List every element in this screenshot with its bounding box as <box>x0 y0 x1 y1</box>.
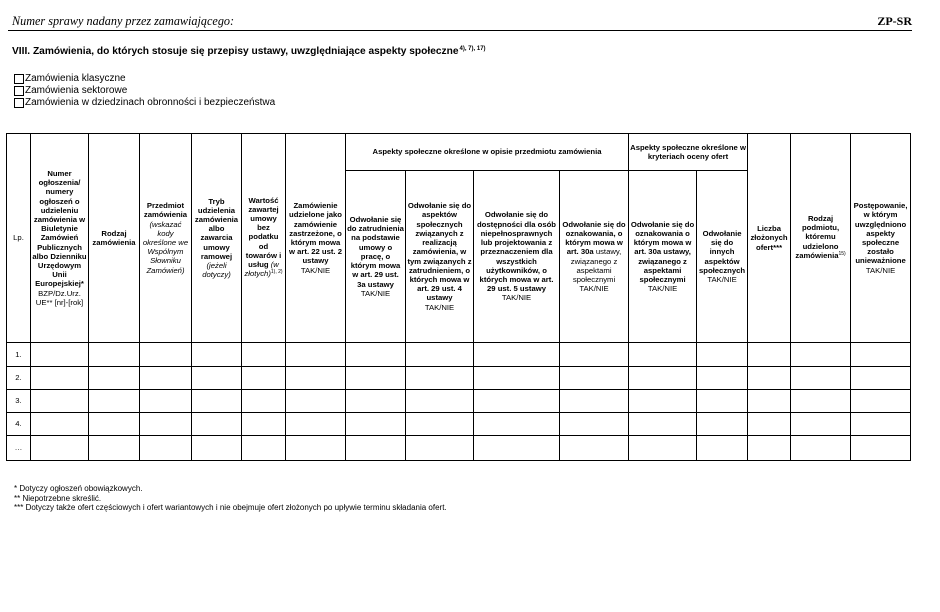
group-description-header <box>346 134 629 171</box>
cell-social-aspects <box>406 343 474 367</box>
cell-labelling-description <box>560 390 629 413</box>
cell-employment <box>346 390 406 413</box>
cell-accessibility <box>474 390 560 413</box>
row-number: 2. <box>7 367 31 390</box>
table-row <box>7 343 911 367</box>
cell-reserved <box>286 436 346 461</box>
cell-offers <box>748 413 791 436</box>
col-employment-answer: TAK/NIE <box>360 288 391 298</box>
col-labelling-criteria-answer: TAK/NIE <box>647 284 678 294</box>
cell-procedure <box>192 390 242 413</box>
col-value-hint: (w złotych) <box>244 260 279 279</box>
cell-other-aspects <box>697 390 748 413</box>
cell-labelling-criteria <box>629 367 697 390</box>
group-description-title: Aspekty społeczne określone w opisie przedmiotu zamówienia <box>372 147 602 157</box>
cell-labelling-description <box>560 367 629 390</box>
row-number: 1. <box>7 343 31 367</box>
col-social-aspects-answer: TAK/NIE <box>424 302 455 312</box>
case-number-label: Numer sprawy nadany przez zamawiającego: <box>12 14 235 28</box>
cell-employment <box>346 436 406 461</box>
col-order-type-title: Rodzaj zamówienia <box>92 228 136 247</box>
col-labelling-description-title: Odwołanie się do oznakowania, o którym mowa w art. 30a <box>562 219 626 257</box>
col-lp-label: Lp. <box>13 233 24 243</box>
cell-labelling-description <box>560 413 629 436</box>
cell-notice <box>31 343 89 367</box>
cell-other-aspects <box>697 367 748 390</box>
group-criteria-header <box>629 134 748 171</box>
cell-contractor <box>791 413 851 436</box>
cell-contractor <box>791 367 851 390</box>
cell-social-aspects <box>406 390 474 413</box>
cell-reserved <box>286 413 346 436</box>
cell-subject <box>140 413 192 436</box>
table-row <box>7 390 911 413</box>
col-contractor-title: Rodzaj podmiotu, któremu udzielono zamówienia <box>795 213 840 260</box>
option-defence-orders[interactable] <box>14 97 275 109</box>
col-labelling-description-header <box>560 171 629 343</box>
cell-notice <box>31 436 89 461</box>
cell-value <box>242 413 286 436</box>
cell-subject <box>140 343 192 367</box>
option-sector-orders[interactable] <box>14 85 275 97</box>
cell-reserved <box>286 343 346 367</box>
case-number-line <box>8 12 912 31</box>
cell-offers <box>748 343 791 367</box>
col-employment-header <box>346 171 406 343</box>
cell-other-aspects <box>697 413 748 436</box>
order-type-options <box>14 73 275 109</box>
cell-order-type <box>89 343 140 367</box>
col-subject-hint: (wskazać kody określone we Wspólnym Słowniku Zamówień) <box>142 219 189 275</box>
footnotes <box>14 484 447 513</box>
col-reserved-header <box>286 134 346 343</box>
footnote: *** Dotyczy także ofert częściowych i ofert wariantowych i nie obejmuje ofert złożonych po upływie terminu składania ofert. <box>14 503 447 513</box>
cell-reserved <box>286 367 346 390</box>
footnote: ** Niepotrzebne skreślić. <box>14 493 102 503</box>
option-classic-orders[interactable] <box>14 73 275 85</box>
cell-order-type <box>89 390 140 413</box>
cell-cancelled <box>851 413 911 436</box>
cell-notice <box>31 390 89 413</box>
cell-cancelled <box>851 367 911 390</box>
cell-order-type <box>89 413 140 436</box>
cell-employment <box>346 343 406 367</box>
col-reserved-answer: TAK/NIE <box>300 265 331 275</box>
col-procedure-title: Tryb udzielenia zamówienia albo zawarcia umowy ramowej <box>194 196 239 261</box>
table-row <box>7 436 911 461</box>
cell-accessibility <box>474 436 560 461</box>
cell-social-aspects <box>406 436 474 461</box>
checkbox-defence-orders[interactable] <box>14 98 24 108</box>
cell-labelling-description <box>560 436 629 461</box>
col-other-aspects-title: Odwołanie się do innych aspektów społecznych <box>698 228 746 275</box>
col-labelling-description-answer: TAK/NIE <box>579 284 609 294</box>
section-title <box>12 45 486 60</box>
cell-value <box>242 390 286 413</box>
cell-procedure <box>192 367 242 390</box>
cell-employment <box>346 367 406 390</box>
row-number: 3. <box>7 390 31 413</box>
col-subject-title: Przedmiot zamówienia <box>143 201 188 220</box>
cell-subject <box>140 367 192 390</box>
cell-subject <box>140 436 192 461</box>
col-cancelled-header <box>851 134 911 343</box>
cell-labelling-criteria <box>629 343 697 367</box>
option-label: Zamówienia sektorowe <box>25 85 128 96</box>
col-contractor-header <box>791 134 851 343</box>
row-number: … <box>7 436 31 461</box>
cell-labelling-description <box>560 343 629 367</box>
col-labelling-criteria-title: Odwołanie się do oznakowania o którym mowa w art. 30a ustawy, związanego z aspektami społecznymi <box>630 219 695 284</box>
cell-cancelled <box>851 436 911 461</box>
col-reserved-title: Zamówienie udzielone jako zamówienie zastrzeżone, o którym mowa w art. 22 ust. 2 ustawy <box>289 201 342 266</box>
col-offers-header <box>748 134 791 343</box>
row-number: 4. <box>7 413 31 436</box>
col-social-aspects-header <box>406 171 474 343</box>
col-accessibility-answer: TAK/NIE <box>501 293 532 303</box>
cell-offers <box>748 367 791 390</box>
col-value-footnotes: 1), 2) <box>270 269 283 276</box>
cell-accessibility <box>474 413 560 436</box>
col-other-aspects-header <box>697 171 748 343</box>
col-cancelled-answer: TAK/NIE <box>865 265 896 275</box>
form-code: ZP-SR <box>877 14 912 28</box>
cell-value <box>242 436 286 461</box>
cell-labelling-criteria <box>629 413 697 436</box>
col-notice-header <box>31 134 89 343</box>
col-labelling-description-detail: ustawy, związanego z aspektami społecznymi <box>570 247 622 284</box>
col-subject-header <box>140 134 192 343</box>
checkbox-sector-orders[interactable] <box>14 86 24 96</box>
cell-procedure <box>192 343 242 367</box>
col-order-type-header <box>89 134 140 343</box>
cell-offers <box>748 390 791 413</box>
cell-procedure <box>192 436 242 461</box>
cell-reserved <box>286 390 346 413</box>
col-procedure-header <box>192 134 242 343</box>
cell-other-aspects <box>697 343 748 367</box>
col-procedure-hint: (jeżeli dotyczy) <box>202 261 231 280</box>
col-accessibility-title: Odwołanie się do dostępności dla osób niepełnosprawnych lub projektowania z przeznaczeniem dla wszystkich użytkowników, o których mowa w art. 29 ust. 5 ustawy <box>476 210 557 294</box>
cell-accessibility <box>474 367 560 390</box>
col-value-header <box>242 134 286 343</box>
cell-value <box>242 343 286 367</box>
header-row <box>7 134 911 171</box>
section-title-footnotes: 4), 7), 17) <box>459 46 486 52</box>
col-employment-title: Odwołanie się do zatrudnienia na podstawie umowy o pracę, o którym mowa w art. 29 ust. 3a ustawy <box>347 215 404 289</box>
col-contractor-footnotes: 15) <box>838 250 846 257</box>
col-accessibility-header <box>474 171 560 343</box>
cell-contractor <box>791 390 851 413</box>
checkbox-classic-orders[interactable] <box>14 74 24 84</box>
cell-subject <box>140 390 192 413</box>
cell-notice <box>31 367 89 390</box>
cell-employment <box>346 413 406 436</box>
section-title-text: VIII. Zamówienia, do których stosuje się przepisy ustawy, uwzględniające aspekty społeczne <box>12 46 459 57</box>
option-label: Zamówienia w dziedzinach obronności i bezpieczeństwa <box>25 97 276 108</box>
table-row <box>7 413 911 436</box>
cell-order-type <box>89 367 140 390</box>
cell-accessibility <box>474 343 560 367</box>
col-labelling-criteria-header <box>629 171 697 343</box>
col-offers-title: Liczba złożonych ofert*** <box>750 224 788 252</box>
col-cancelled-title: Postępowanie, w którym uwzględniono aspekty społeczne zostało unieważnione <box>853 201 908 266</box>
cell-social-aspects <box>406 367 474 390</box>
footnote: * Dotyczy ogłoszeń obowiązkowych. <box>14 484 143 493</box>
group-criteria-title: Aspekty społeczne określone w kryteriach oceny ofert <box>630 142 746 161</box>
col-notice-title: Numer ogłoszenia/ numery ogłoszeń o udzieleniu zamówienia w Biuletynie Zamówień Publicznych albo Dzienniku Urzędowym Unii Europejskiej* <box>32 168 87 289</box>
table-row <box>7 367 911 390</box>
cell-contractor <box>791 436 851 461</box>
cell-offers <box>748 436 791 461</box>
cell-value <box>242 367 286 390</box>
col-lp-header <box>7 134 31 343</box>
cell-other-aspects <box>697 436 748 461</box>
cell-cancelled <box>851 343 911 367</box>
option-label: Zamówienia klasyczne <box>25 73 126 84</box>
cell-procedure <box>192 413 242 436</box>
col-value-title: Wartość zawartej umowy bez podatku od towarów i usług <box>245 195 282 269</box>
col-notice-format: BZP/Dz.Urz. UE** [nr]-[rok] <box>35 288 84 307</box>
cell-social-aspects <box>406 413 474 436</box>
cell-labelling-criteria <box>629 436 697 461</box>
cell-contractor <box>791 343 851 367</box>
cell-cancelled <box>851 390 911 413</box>
cell-notice <box>31 413 89 436</box>
cell-labelling-criteria <box>629 390 697 413</box>
col-other-aspects-answer: TAK/NIE <box>707 274 737 284</box>
social-aspects-table <box>6 133 911 461</box>
col-social-aspects-title: Odwołanie się do aspektów społecznych związanych z realizacją zamówienia, w tym związanych z zatrudnieniem, o których mowa w art. 29 ust. 4 ustawy <box>407 201 472 303</box>
cell-order-type <box>89 436 140 461</box>
